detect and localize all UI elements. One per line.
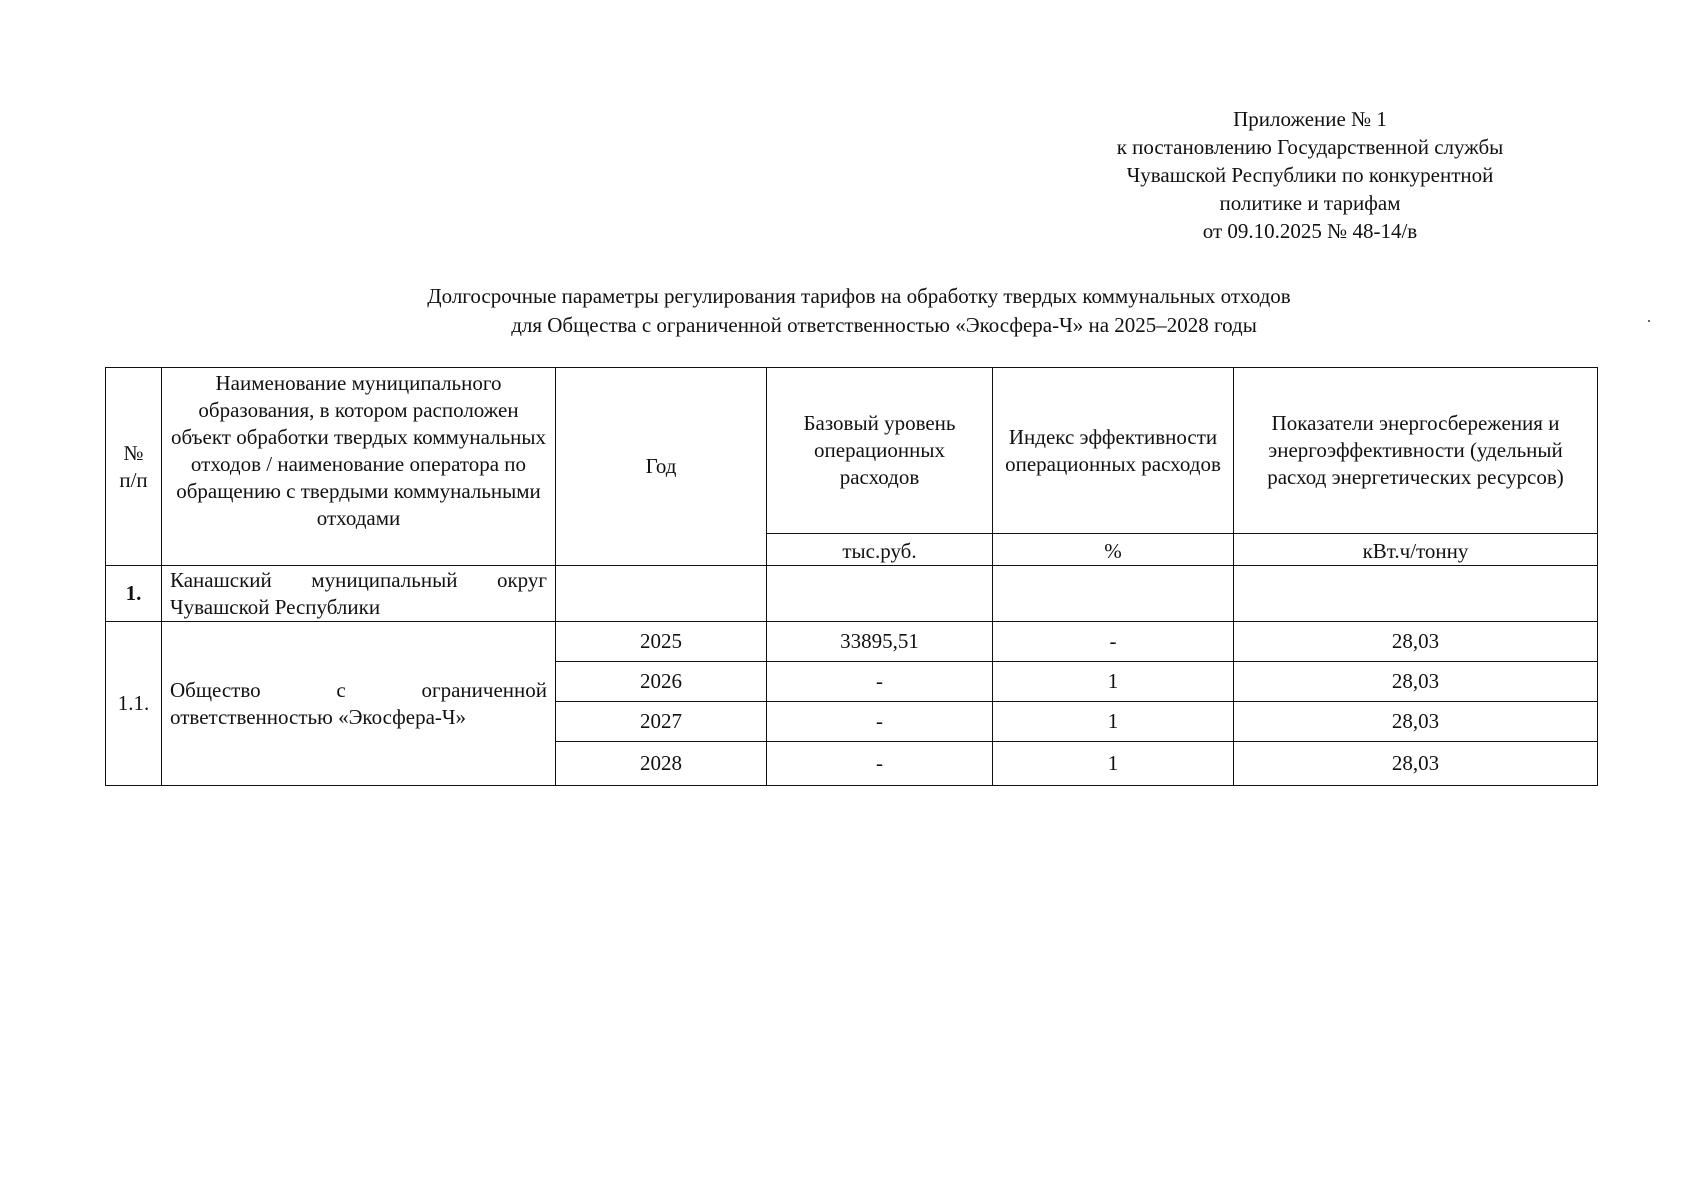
table-row	[106, 622, 1598, 662]
header-energy-indicators: Показатели энергосбережения и энергоэффективности (удельный расход энергетических ресурсов)	[1234, 368, 1598, 534]
cell-energy: 28,03	[1234, 662, 1598, 702]
cell-efficiency-index: -	[993, 622, 1234, 662]
group-num: 1.	[106, 566, 162, 622]
cell-base-opex: -	[767, 662, 993, 702]
group-empty-cell	[993, 566, 1234, 622]
scan-speck	[1648, 320, 1650, 322]
item-num: 1.1.	[106, 622, 162, 786]
cell-base-opex: -	[767, 702, 993, 742]
tariff-parameters-table	[105, 367, 1598, 786]
unit-energy: кВт.ч/тонну	[1234, 534, 1598, 566]
header-year: Год	[556, 368, 767, 566]
header-num: № п/п	[106, 368, 162, 566]
group-name: Канашский муниципальный округ Чувашской Республики	[162, 566, 556, 622]
cell-energy: 28,03	[1234, 742, 1598, 786]
cell-year: 2028	[556, 742, 767, 786]
document-title-line: для Общества с ограниченной ответственностью «Экосфера-Ч» на 2025–2028 годы	[511, 313, 1257, 337]
cell-base-opex: 33895,51	[767, 622, 993, 662]
document-title-line: Долгосрочные параметры регулирования тарифов на обработку твердых коммунальных отходов	[427, 284, 1291, 308]
header-row	[106, 368, 1598, 534]
cell-efficiency-index: 1	[993, 662, 1234, 702]
appendix-line: Приложение № 1	[1233, 107, 1387, 131]
cell-efficiency-index: 1	[993, 702, 1234, 742]
operator-name: Общество с ограниченной ответственностью «Экосфера-Ч»	[162, 622, 556, 786]
group-empty-cell	[556, 566, 767, 622]
header-efficiency-index: Индекс эффективности операционных расходов	[993, 368, 1234, 534]
header-base-opex: Базовый уровень операционных расходов	[767, 368, 993, 534]
table-row-group	[106, 566, 1598, 622]
appendix-line: к постановлению Государственной службы	[1116, 135, 1504, 159]
cell-year: 2026	[556, 662, 767, 702]
appendix-line: от 09.10.2025 № 48-14/в	[1202, 219, 1418, 243]
unit-base-opex: тыс.руб.	[767, 534, 993, 566]
cell-year: 2027	[556, 702, 767, 742]
group-empty-cell	[1234, 566, 1598, 622]
cell-efficiency-index: 1	[993, 742, 1234, 786]
cell-energy: 28,03	[1234, 622, 1598, 662]
cell-year: 2025	[556, 622, 767, 662]
appendix-block	[1100, 105, 1520, 245]
document-title	[0, 282, 1688, 340]
appendix-line: политике и тарифам	[1219, 191, 1401, 215]
group-empty-cell	[767, 566, 993, 622]
cell-energy: 28,03	[1234, 702, 1598, 742]
cell-base-opex: -	[767, 742, 993, 786]
header-municipality-name: Наименование муниципального образования, в котором расположен объект обработки твердых коммунальных отходов / наименование оператора по обращению с твердыми коммунальными отходами	[162, 368, 556, 566]
appendix-line: Чувашской Республики по конкурентной	[1126, 163, 1494, 187]
unit-efficiency-index: %	[993, 534, 1234, 566]
